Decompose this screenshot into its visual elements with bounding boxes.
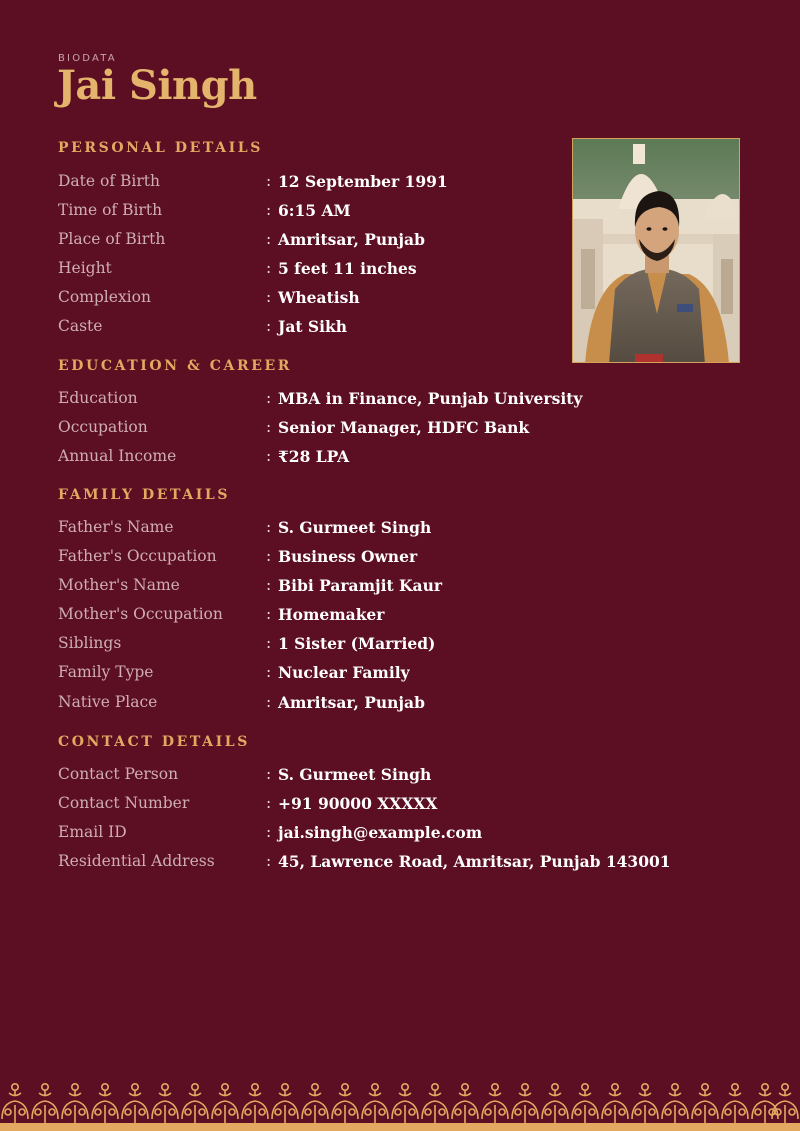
field-colon: :	[266, 447, 272, 465]
field-label: Native Place	[58, 693, 158, 711]
field-value: jai.singh@example.com	[278, 823, 483, 842]
field-colon: :	[266, 794, 272, 812]
field-value: Homemaker	[278, 605, 385, 624]
row-siblings	[58, 634, 758, 663]
field-label: Caste	[58, 317, 103, 335]
row-family-type	[58, 663, 758, 692]
field-colon: :	[266, 172, 272, 190]
field-value: 1 Sister (Married)	[278, 634, 436, 653]
field-value: Business Owner	[278, 547, 418, 566]
field-value: 45, Lawrence Road, Amritsar, Punjab 143001	[278, 852, 671, 871]
field-value: 5 feet 11 inches	[278, 259, 417, 278]
field-value: ₹28 LPA	[278, 447, 350, 466]
section-title-education: EDUCATION & CAREER	[58, 358, 293, 374]
field-label: Occupation	[58, 418, 148, 436]
row-height	[58, 259, 758, 288]
field-label: Contact Number	[58, 794, 190, 812]
field-label: Contact Person	[58, 765, 179, 783]
field-value: Amritsar, Punjab	[278, 230, 425, 249]
row-place-of-birth	[58, 230, 758, 259]
field-label: Mother's Occupation	[58, 605, 223, 623]
row-email-id	[58, 823, 758, 852]
field-label: Height	[58, 259, 112, 277]
section-title-family: FAMILY DETAILS	[58, 487, 231, 503]
field-label: Annual Income	[58, 447, 177, 465]
field-colon: :	[266, 317, 272, 335]
field-value: Nuclear Family	[278, 663, 410, 682]
biodata-eyebrow: BIODATA	[58, 53, 117, 64]
field-value: S. Gurmeet Singh	[278, 765, 432, 784]
row-fathers-name	[58, 518, 758, 547]
field-label: Father's Occupation	[58, 547, 217, 565]
field-label: Email ID	[58, 823, 127, 841]
field-value: MBA in Finance, Punjab University	[278, 389, 583, 408]
field-colon: :	[266, 576, 272, 594]
field-label: Father's Name	[58, 518, 174, 536]
field-value: 12 September 1991	[278, 172, 448, 191]
field-colon: :	[266, 634, 272, 652]
field-colon: :	[266, 288, 272, 306]
row-mothers-name	[58, 576, 758, 605]
field-colon: :	[266, 389, 272, 407]
row-contact-person	[58, 765, 758, 794]
row-native-place	[58, 693, 758, 722]
field-label: Siblings	[58, 634, 122, 652]
field-label: Time of Birth	[58, 201, 163, 219]
field-colon: :	[266, 823, 272, 841]
field-label: Complexion	[58, 288, 151, 306]
field-colon: :	[266, 547, 272, 565]
row-annual-income	[58, 447, 758, 476]
field-label: Family Type	[58, 663, 154, 681]
row-caste	[58, 317, 758, 346]
row-time-of-birth	[58, 201, 758, 230]
field-colon: :	[266, 230, 272, 248]
field-colon: :	[266, 663, 272, 681]
field-label: Date of Birth	[58, 172, 160, 190]
section-title-contact: CONTACT DETAILS	[58, 734, 250, 750]
field-colon: :	[266, 765, 272, 783]
person-name: Jai Singh	[57, 62, 257, 109]
row-complexion	[58, 288, 758, 317]
row-residential-address	[58, 852, 758, 881]
field-colon: :	[266, 518, 272, 536]
field-value: Bibi Paramjit Kaur	[278, 576, 443, 595]
field-colon: :	[266, 418, 272, 436]
field-label: Place of Birth	[58, 230, 166, 248]
field-label: Residential Address	[58, 852, 215, 870]
field-colon: :	[266, 201, 272, 219]
field-value: Jat Sikh	[278, 317, 348, 336]
ornamental-border	[0, 1079, 800, 1131]
field-value: 6:15 AM	[278, 201, 351, 220]
section-title-personal: PERSONAL DETAILS	[58, 140, 263, 156]
row-date-of-birth	[58, 172, 758, 201]
field-colon: :	[266, 693, 272, 711]
field-value: +91 90000 XXXXX	[278, 794, 438, 813]
field-value: Wheatish	[278, 288, 360, 307]
field-colon: :	[266, 852, 272, 870]
row-mothers-occupation	[58, 605, 758, 634]
field-label: Mother's Name	[58, 576, 180, 594]
row-fathers-occupation	[58, 547, 758, 576]
row-education	[58, 389, 758, 418]
field-colon: :	[266, 259, 272, 277]
field-value: Senior Manager, HDFC Bank	[278, 418, 530, 437]
field-colon: :	[266, 605, 272, 623]
field-value: Amritsar, Punjab	[278, 693, 425, 712]
row-occupation	[58, 418, 758, 447]
field-value: S. Gurmeet Singh	[278, 518, 432, 537]
row-contact-number	[58, 794, 758, 823]
field-label: Education	[58, 389, 138, 407]
